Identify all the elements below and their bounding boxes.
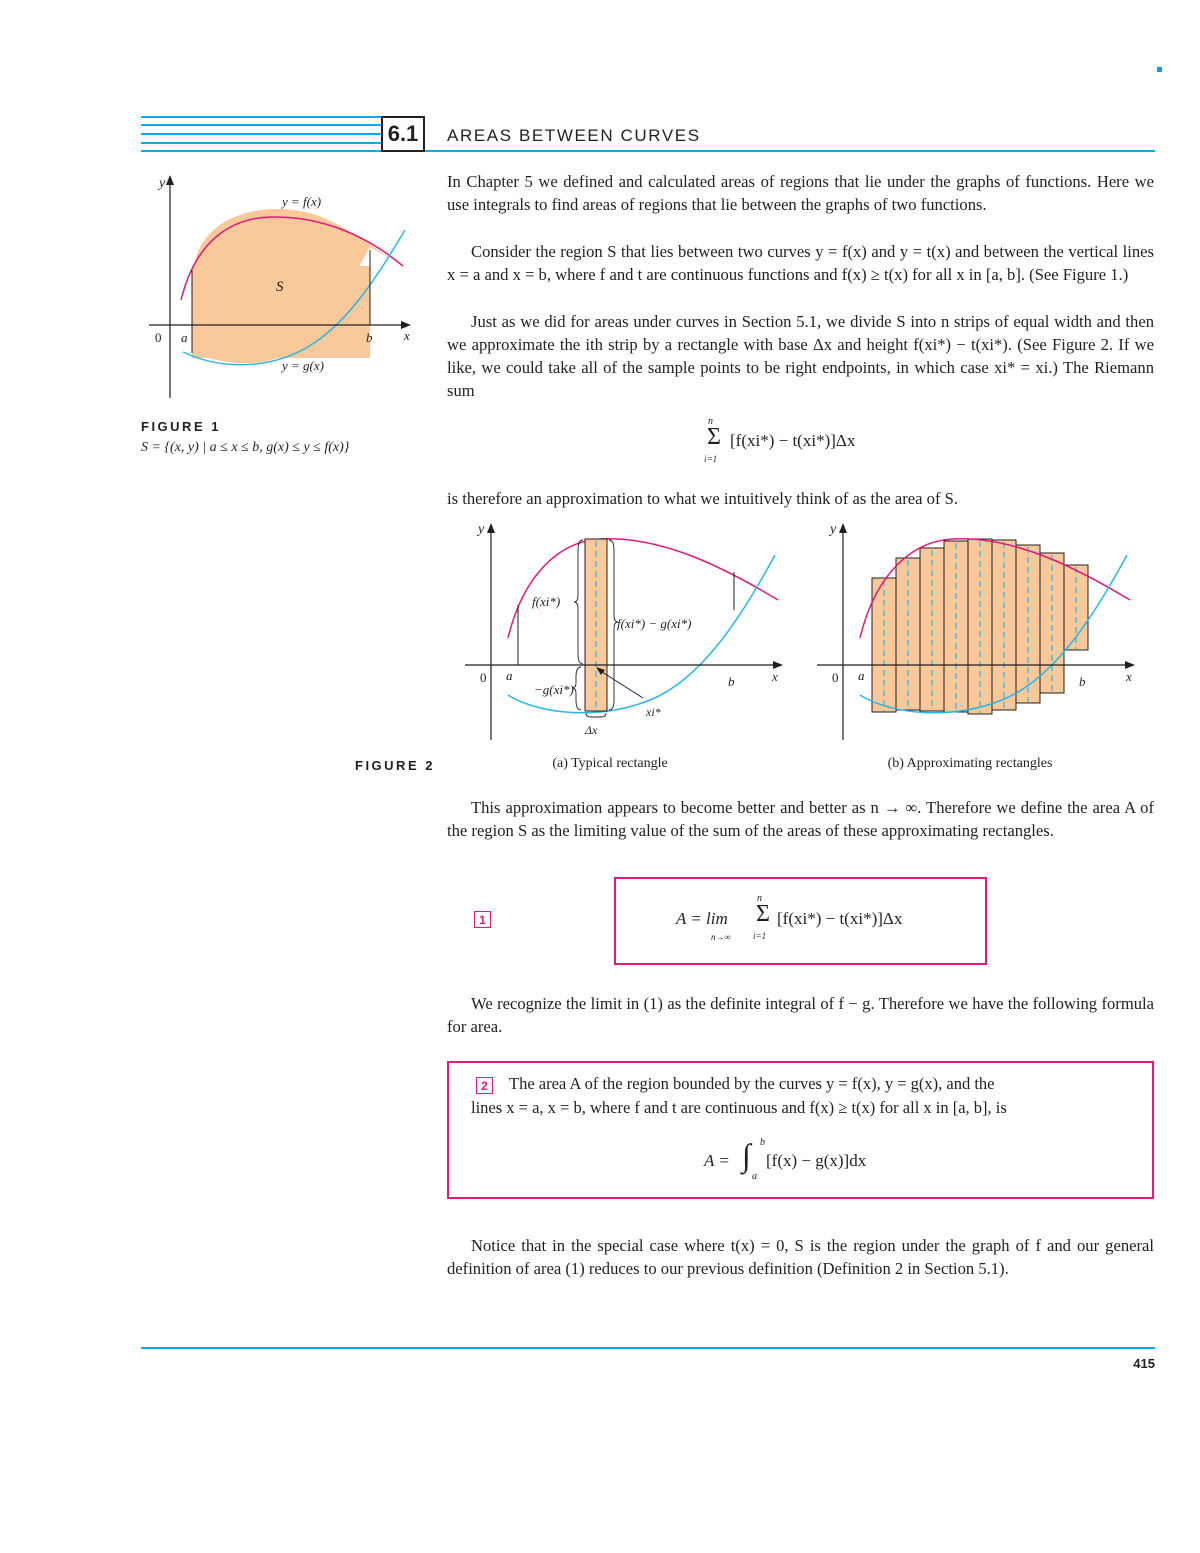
fig2a-x-label: x [772,669,778,684]
header-decorative-lines [141,116,381,152]
definition-2-formula: A = ∫ b a [f(x) − g(x)]dx [704,1137,867,1182]
figure-2a-graph [460,520,795,745]
paragraph-4: is therefore an approximation to what we intuitively think of as the area of S. [447,489,959,508]
fig2a-dx-label: Δx [585,723,598,737]
fig1-region-label: S [276,279,284,295]
fig1-a-label: a [181,330,188,345]
section-number: 6.1 [381,116,425,152]
fig1-origin: 0 [155,330,162,345]
fig1-y-label: y [159,176,166,191]
paragraph-7: Notice that in the special case where t(x) = 0, S is the region under the graph of f and our general definition of area (1) reduces to our previous definition (Definition 2 in Section 5.1). [447,1236,1154,1278]
fig2b-a-label: a [858,668,865,683]
paragraph-1: In Chapter 5 we defined and calculated areas of regions that lie under the graphs of functions. Here we use integrals to find areas of regions that lie between the graphs of two functions. [447,172,1154,214]
title-rule [425,150,1155,152]
fig2a-diff-label: f(xi*) − g(xi*) [617,616,692,631]
paragraph-5: This approximation appears to become better and better as n → ∞. Therefore we define the area A of the region S as the limiting value of the sum of the areas of these approximating rectangles. [447,798,1154,840]
fig2a-a-label: a [506,668,513,683]
definition-1-formula: A = lim n→∞ n Σ i=1 [f(xi*) − t(xi*)]Δx [676,893,903,942]
fig2b-b-label: b [1079,674,1086,689]
equation-number-1: 1 [474,911,491,928]
paragraph-3: Just as we did for areas under curves in Section 5.1, we divide S into n strips of equal width and then we approximate the ith strip by a rectangle with base Δx and height f(xi*) − t(xi*). (See Figure 2. If we like, we could take all of the sample points to be right endpoints, in which case xi* = xi.) The Riemann sum [447,312,1154,400]
fig2a-fxi-label: f(xi*) [532,594,561,609]
figure-2a-caption: (a) Typical rectangle [552,756,668,771]
paragraph-6: We recognize the limit in (1) as the definite integral of f − g. Therefore we have the following formula for area. [447,994,1154,1036]
definition-2-line-1: The area A of the region bounded by the curves y = f(x), y = g(x), and the [509,1074,995,1093]
fig2a-y-label: y [478,522,485,537]
paragraph-2: Consider the region S that lies between two curves y = f(x) and y = t(x) and between the vertical lines x = a and x = b, where f and t are continuous functions and f(x) ≥ t(x) for all x in [a, b]. (See Figure 1.) [447,242,1154,284]
fig2a-xi-label: xi* [646,705,661,719]
figure-1-caption: S = {(x, y) | a ≤ x ≤ b, g(x) ≤ y ≤ f(x)} [141,440,350,455]
fig2a-origin: 0 [480,670,487,685]
figure-2b-graph [812,520,1152,745]
fig1-x-label: x [404,328,410,343]
fig1-b-label: b [366,330,373,345]
figure-1-label: FIGURE 1 [141,419,221,434]
definition-1-box [614,877,987,965]
corner-marker [1157,67,1162,72]
page-number: 415 [1133,1356,1155,1371]
definition-2-box [447,1061,1154,1199]
fig2a-b-label: b [728,674,735,689]
section-title: AREAS BETWEEN CURVES [447,126,701,145]
figure-2-label: FIGURE 2 [355,758,435,773]
fig2b-origin: 0 [832,670,839,685]
footer-rule [141,1347,1155,1349]
figure-1-graph [141,170,421,405]
riemann-sum-formula: n Σ i=1 [f(xi*) − t(xi*)]Δx [704,416,856,464]
fig1-g-label: y = g(x) [282,358,324,373]
definition-2-line-2: lines x = a, x = b, where f and t are continuous and f(x) ≥ t(x) for all x in [a, b], is [471,1098,1007,1117]
fig2b-x-label: x [1126,669,1132,684]
figure-2b-caption: (b) Approximating rectangles [887,756,1053,771]
fig2b-y-label: y [830,522,837,537]
fig2a-neg-g-label: −g(xi*) [534,682,574,697]
fig1-f-label: y = f(x) [282,194,322,209]
equation-number-2: 2 [476,1077,493,1094]
